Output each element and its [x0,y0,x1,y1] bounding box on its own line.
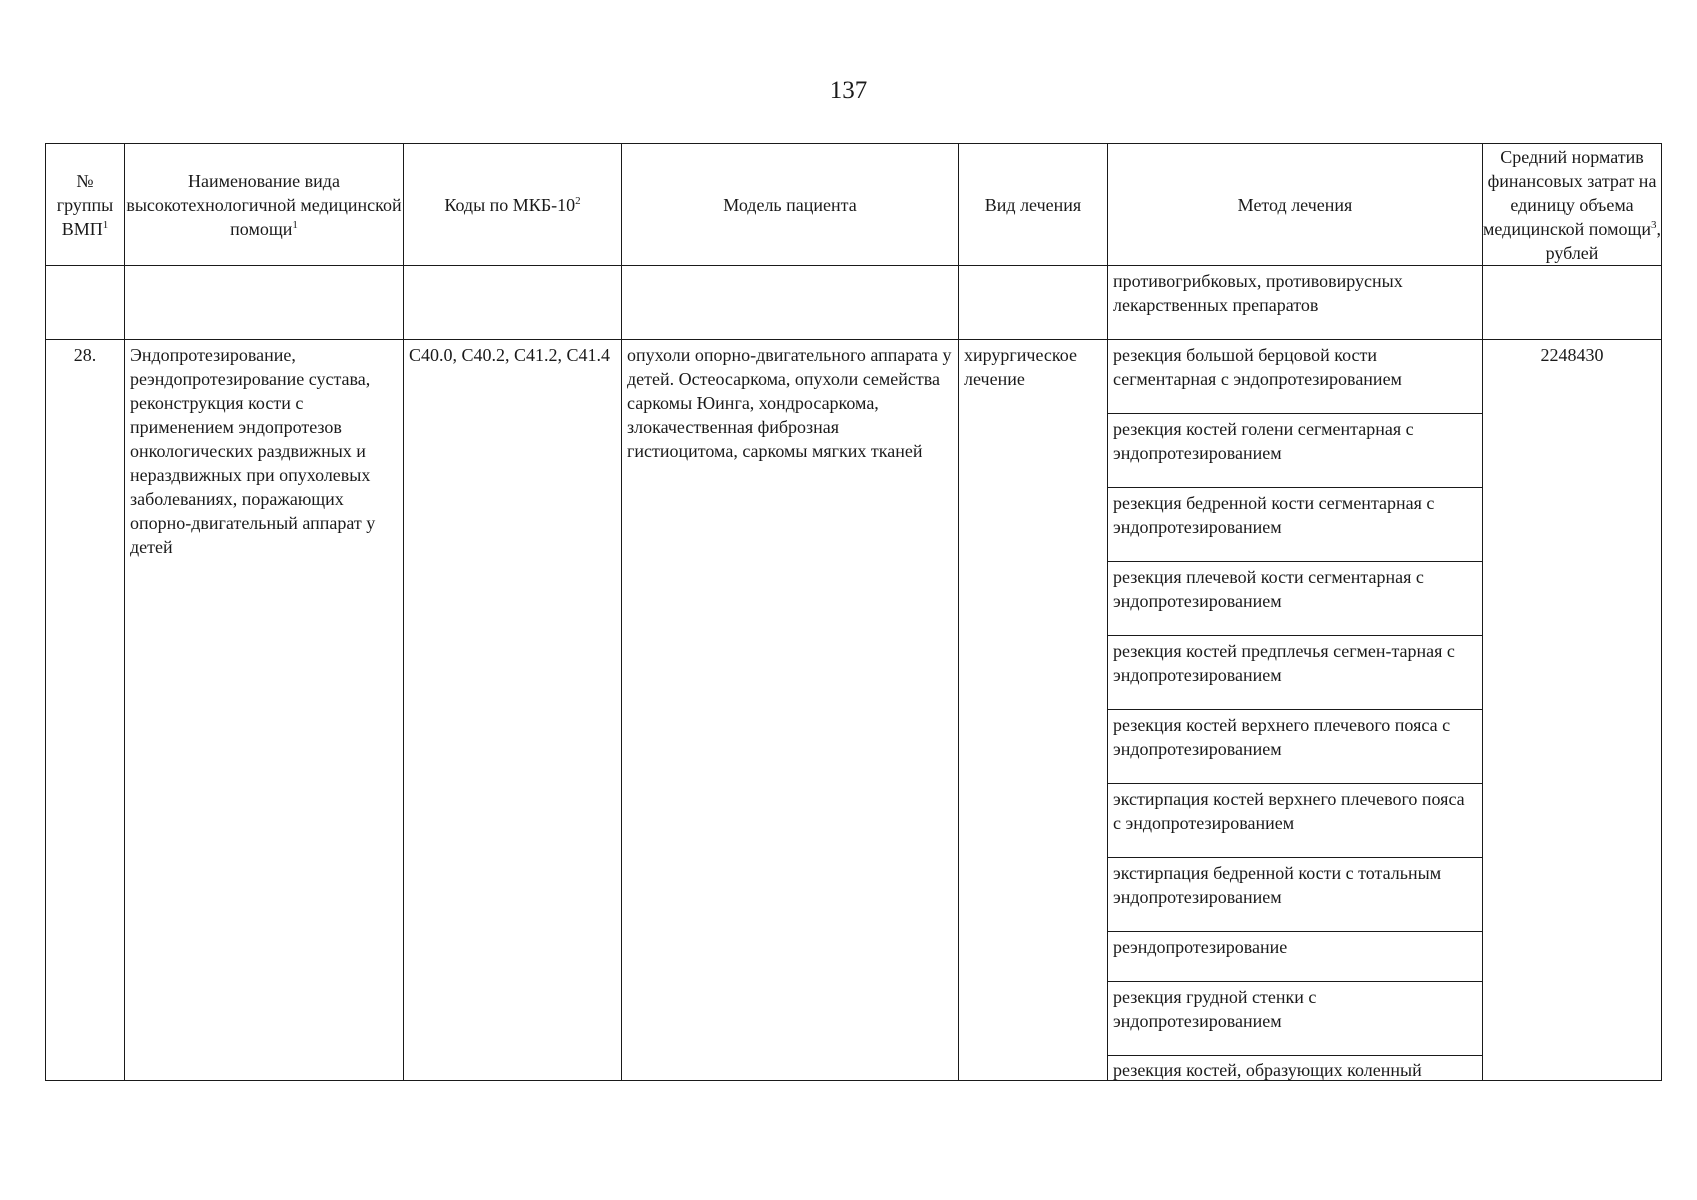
method-item: резекция бедренной кости сегментарная с эндопротезированием [1108,488,1482,562]
methods-cell [1108,340,1483,1081]
row-cost: 2248430 [1540,345,1604,365]
header-codes: Коды по МКБ-$10^2$ [404,144,622,266]
method-item: резекция грудной стенки с эндопротезированием [1108,982,1482,1056]
vmp-table [45,143,1662,1081]
method-item: резекция большой берцовой кости сегментарная с эндопротезированием [1108,340,1482,414]
method-item: резекция плечевой кости сегментарная с эндопротезированием [1108,562,1482,636]
method-item: резекция костей предплечья сегмен-тарная с эндопротезированием [1108,636,1482,710]
header-model: Модель пациента [622,144,959,266]
continuation-method: противогрибковых, противовирусных лекарственных препаратов [1113,271,1403,315]
table-row [46,340,1662,1081]
header-group-no: № группы ВМП$^1$ [46,144,125,266]
row-number: 28. [73,345,97,365]
header-method: Метод лечения [1108,144,1483,266]
continuation-row [46,266,1662,340]
row-codes: C40.0, C40.2, C41.2, C41.4 [409,345,611,365]
method-item: резекция костей, образующих коленный [1113,1060,1422,1080]
method-item: реэндопротезирование [1108,932,1482,982]
method-item: экстирпация бедренной кости с тотальным эндопротезированием [1108,858,1482,932]
header-row [46,144,1662,266]
row-model: опухоли опорно-двигательного аппарата у детей. Остеосаркома, опухоли семейства саркомы Юинга, хондросаркома, злокачественная фиброзная гистиоцитома, саркомы мягких тканей [627,345,952,461]
row-name: Эндопротезирование, реэндопротезирование сустава, реконструкция кости с применением эндопротезов онкологических раздвижных и нераздвижных при опухолевых заболеваниях, поражающих опорно-двигательный аппарат у детей [130,345,376,557]
method-item: экстирпация костей верхнего плечевого пояса с эндопротезированием [1108,784,1482,858]
row-treatment-type: хирургическое лечение [964,345,1077,389]
header-treatment-type: Вид лечения [959,144,1108,266]
page-number: 137 [829,77,868,104]
header-name: Наименование вида высокотехнологичной медицинской помощи$^1$ [125,144,404,266]
header-cost: Средний норматив финансовых затрат на единицу объема медицинской помощи$^3$, рублей [1483,144,1662,266]
method-item: резекция костей верхнего плечевого пояса с эндопротезированием [1108,710,1482,784]
method-item: резекция костей голени сегментарная с эндопротезированием [1108,414,1482,488]
